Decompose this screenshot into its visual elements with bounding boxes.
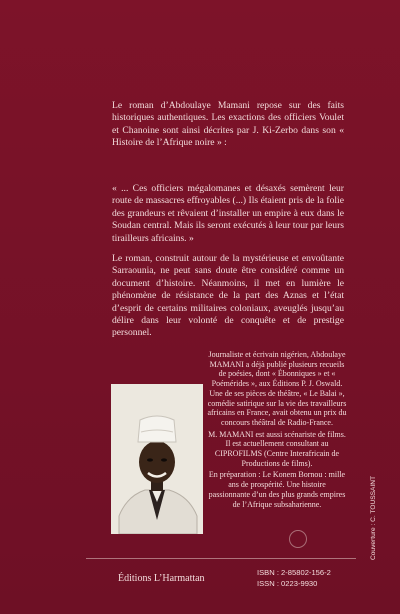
cover-credit: Couverture : C. TOUSSAINT bbox=[370, 475, 377, 560]
commentary-paragraph: Le roman, construit autour de la mystérieuse et envoûtante Sarraounia, ne peut sans doute être considéré comme un document d’histoire. Néanmoins, il met en lumière le phénomène de résistance de la part des Aznas et l’état d’esprit de certains militaires coloniaux, aveuglés jusqu’au délire dans leur volonté de conquête et de prestige personnel. bbox=[112, 253, 344, 339]
author-biography bbox=[207, 350, 347, 511]
bio-paragraph: Journaliste et écrivain nigérien, Abdoulaye MAMANI a déjà publié plusieurs recueils de poésies, dont « Ébonniques » et « Poémérides », aux Éditions P. J. Oswald. Une de ses pièces de théâtre, « Le Balai », comédie satirique sur la vie des travailleurs africains en France, avait obtenu un prix du concours théâtral de Radio-France. bbox=[207, 350, 347, 427]
isbn-block bbox=[257, 567, 331, 589]
issn-number: ISSN : 0223-9930 bbox=[257, 579, 318, 588]
divider bbox=[86, 558, 356, 559]
bio-paragraph: En préparation : Le Konem Bornou : mille ans de prospérité. Une histoire passionnante d’un des plus grands empires de l’Afrique subsaharienne. bbox=[208, 470, 346, 509]
publisher-name: Éditions L’Harmattan bbox=[118, 573, 205, 584]
author-photo bbox=[111, 384, 203, 534]
author-portrait-image bbox=[111, 384, 203, 534]
decorative-circle bbox=[289, 530, 307, 548]
bio-paragraph: M. MAMANI est aussi scénariste de films. Il est actuellement consultant au CIPROFILMS (Centre Interafricain de Productions de films). bbox=[208, 429, 346, 468]
historical-quote: « ... Ces officiers mégalomanes et désaxés semèrent leur route de massacres effroyables (...) Ils étaient pris de la folie des grandeurs et rêvaient d’installer un empire à eux dans le Soudan central. Mais ils seront exécutés à leur tour par leurs tirailleurs africains. » bbox=[112, 183, 344, 244]
summary-paragraph: Le roman d’Abdoulaye Mamani repose sur des faits historiques authentiques. Les exactions des officiers Voulet et Chanoine sont ainsi décrites par J. Ki-Zerbo dans son « Histoire de l’Afrique noire » : bbox=[112, 100, 344, 149]
isbn-number: ISBN : 2-85802-156-2 bbox=[257, 568, 331, 577]
